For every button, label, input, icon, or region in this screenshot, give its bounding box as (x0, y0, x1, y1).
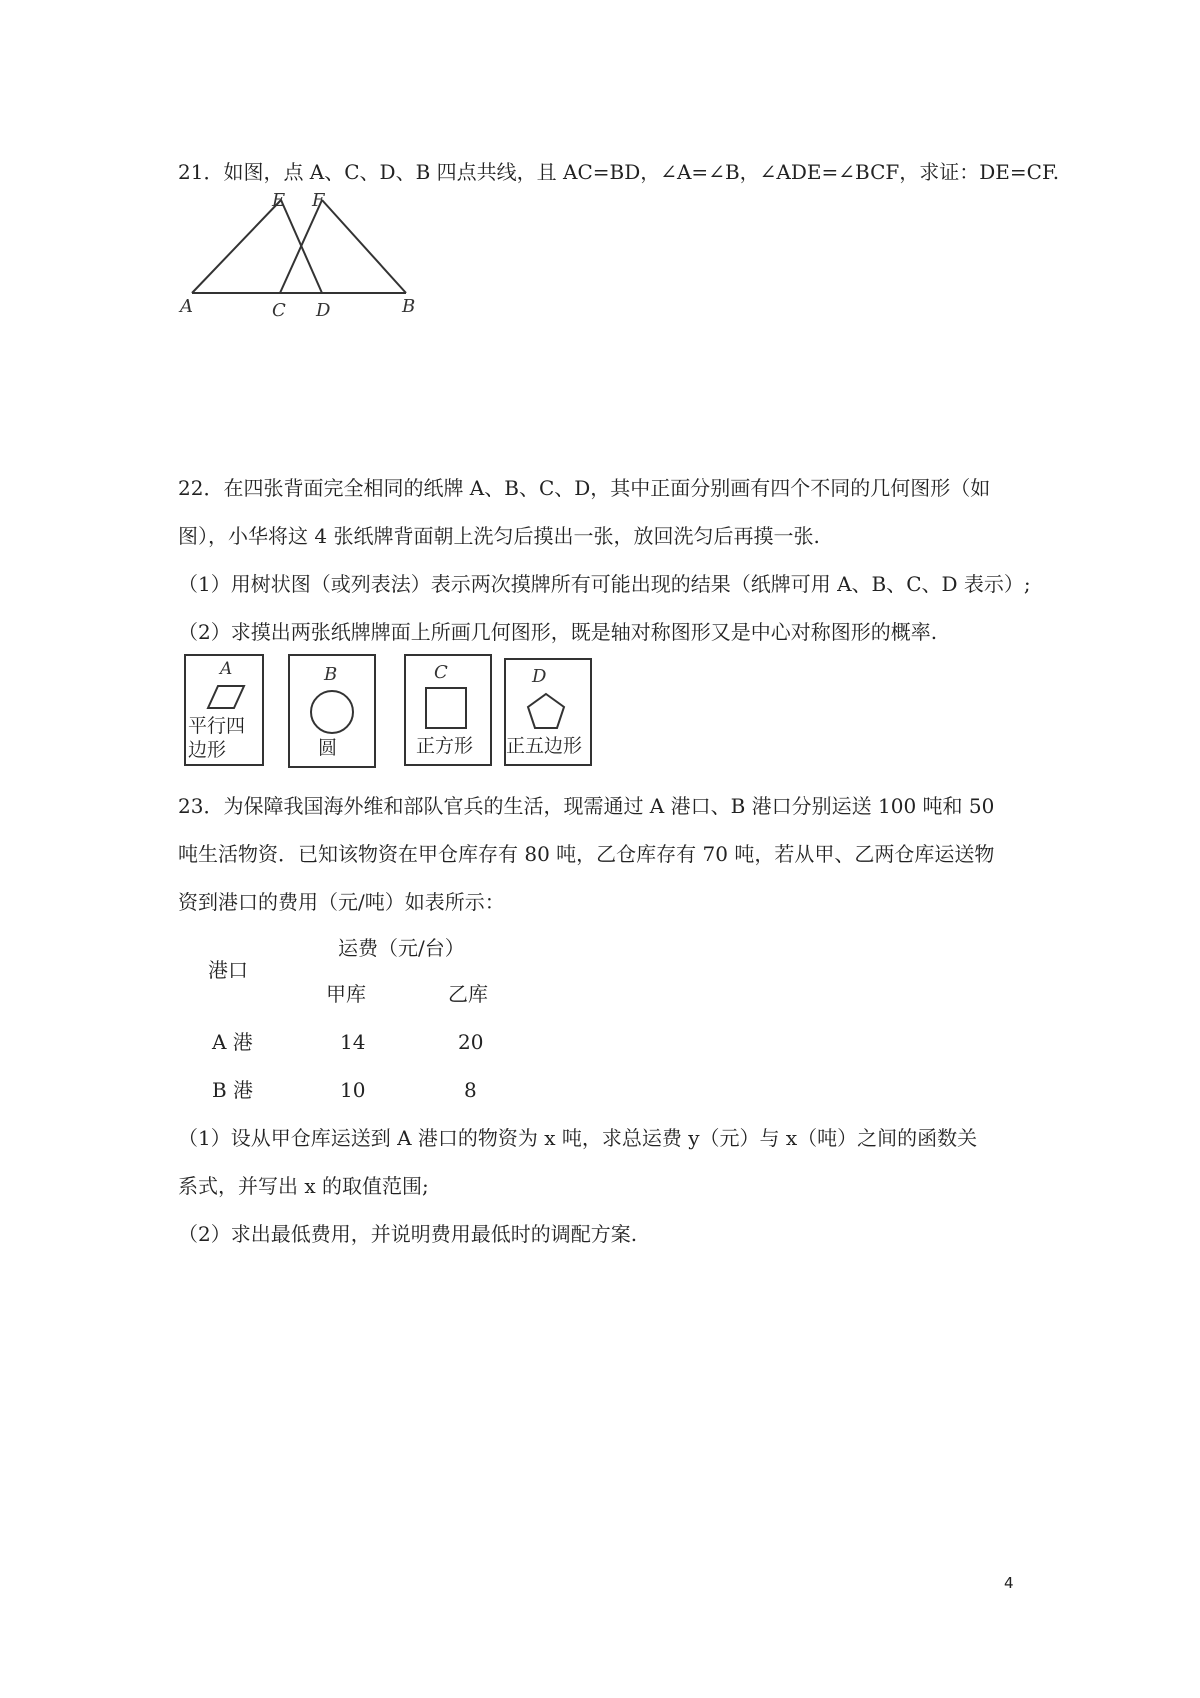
table-col-header-jia: 甲库 (326, 982, 366, 1006)
q23-part1-line2: 系式，并写出 x 的取值范围; (178, 1174, 429, 1198)
table-row-a-name: A 港 (212, 1030, 253, 1054)
q22-line2: 图），小华将这 4 张纸牌背面朝上洗匀后摸出一张，放回洗匀后再摸一张. (178, 524, 820, 548)
q23-line3: 资到港口的费用（元/吨）如表所示： (178, 890, 505, 914)
q21-triangle-figure (176, 188, 416, 320)
q23-line2: 吨生活物资．已知该物资在甲仓库存有 80 吨，乙仓库存有 70 吨，若从甲、乙两仓库运送物 (178, 842, 995, 866)
card-a-letter: A (220, 659, 233, 679)
table-row-a-jia: 14 (340, 1030, 366, 1054)
table-row-a-yi: 20 (458, 1030, 484, 1054)
card-c-label: 正方形 (416, 735, 474, 757)
table-row-b-name: B 港 (212, 1078, 254, 1102)
table-row-b-jia: 10 (340, 1078, 366, 1102)
q21-text: 21．如图，点 A、C、D、B 四点共线，且 AC=BD，∠A=∠B，∠ADE=∠BCF，求证：DE=CF. (178, 160, 1060, 184)
q22-part2: （2）求摸出两张纸牌牌面上所画几何图形，既是轴对称图形又是中心对称图形的概率. (178, 620, 938, 644)
circle-shape (311, 691, 353, 733)
square-shape (426, 688, 466, 728)
label-C: C (272, 300, 286, 320)
table-col-header-yi: 乙库 (448, 982, 488, 1006)
table-group-header: 运费（元/台） (338, 936, 465, 960)
card-a-label-2: 边形 (188, 739, 227, 761)
card-b (288, 654, 376, 768)
segment-FB (322, 200, 406, 293)
parallelogram-shape (208, 686, 244, 708)
table-row-header: 港口 (208, 958, 248, 982)
page-number: 4 (1004, 1574, 1014, 1592)
card-d (504, 658, 592, 766)
label-D: D (316, 300, 331, 320)
card-d-label: 正五边形 (506, 735, 583, 757)
label-F: F (312, 190, 325, 211)
card-d-letter: D (532, 666, 547, 687)
label-B: B (402, 296, 416, 317)
card-b-letter: B (324, 664, 338, 685)
card-b-label: 圆 (318, 737, 338, 759)
card-c-letter: C (434, 662, 448, 683)
segment-AE (192, 200, 281, 293)
pentagon-shape (528, 694, 564, 728)
label-E: E (272, 190, 286, 211)
q23-part2: （2）求出最低费用，并说明费用最低时的调配方案. (178, 1222, 638, 1246)
q23-part1-line1: （1）设从甲仓库运送到 A 港口的物资为 x 吨，求总运费 y（元）与 x（吨）之间的函数关 (178, 1126, 978, 1150)
card-c (404, 654, 492, 766)
card-a-label-1: 平行四 (188, 715, 246, 737)
table-row-b-yi: 8 (464, 1078, 477, 1102)
label-A: A (180, 296, 193, 317)
card-a (184, 654, 264, 766)
q22-line1: 22．在四张背面完全相同的纸牌 A、B、C、D，其中正面分别画有四个不同的几何图形（如 (178, 476, 991, 500)
q22-part1: （1）用树状图（或列表法）表示两次摸牌所有可能出现的结果（纸牌可用 A、B、C、D 表示）; (178, 572, 1031, 596)
q23-line1: 23．为保障我国海外维和部队官兵的生活，现需通过 A 港口、B 港口分别运送 100 吨和 50 (178, 794, 995, 818)
